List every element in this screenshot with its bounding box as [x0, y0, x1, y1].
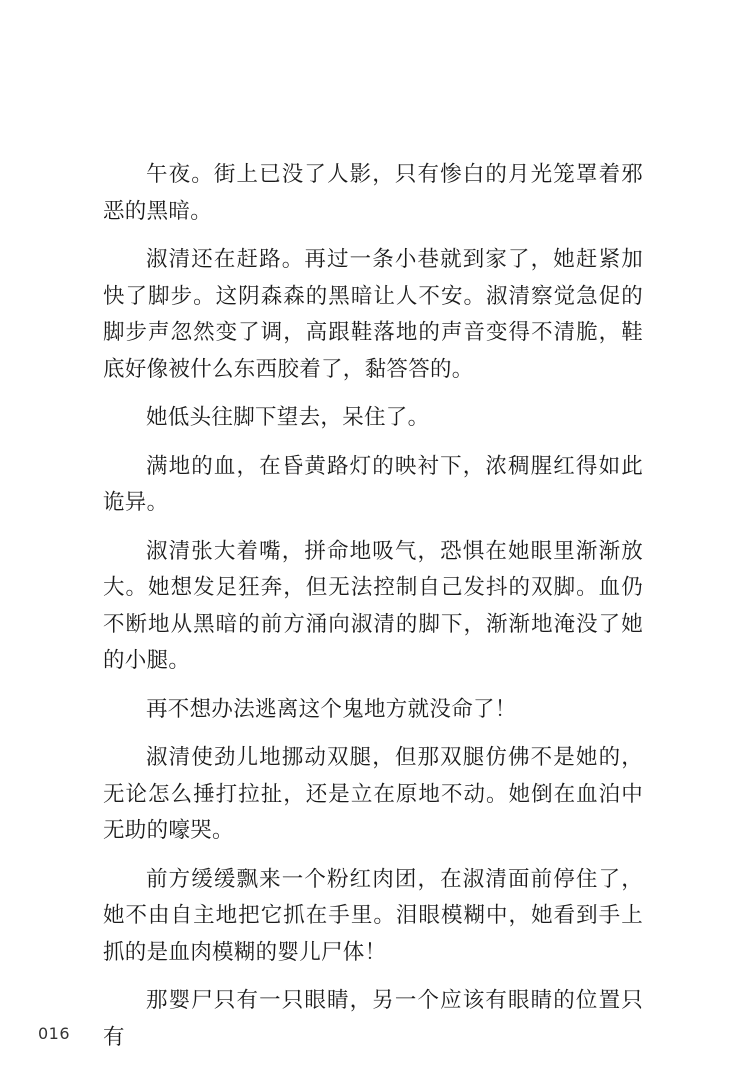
page-number: 016: [38, 1024, 71, 1043]
paragraph: 淑清使劲儿地挪动双腿，但那双腿仿佛不是她的，无论怎么捶打拉扯，还是立在原地不动。她倒在血泊中无助的嚎哭。: [103, 745, 643, 843]
paragraph: 淑清还在赶路。再过一条小巷就到家了，她赶紧加快了脚步。这阴森森的黑暗让人不安。淑清察觉急促的脚步声忽然变了调，高跟鞋落地的声音变得不清脆，鞋底好像被什么东西胶着了，黏答答的。: [103, 247, 643, 382]
paragraph: 淑清张大着嘴，拼命地吸气，恐惧在她眼里渐渐放大。她想发足狂奔，但无法控制自己发抖的双脚。血仍不断地从黑暗的前方涌向淑清的脚下，渐渐地淹没了她的小腿。: [103, 538, 643, 673]
paragraph: 那婴尸只有一只眼睛，另一个应该有眼睛的位置只有: [103, 988, 643, 1050]
paragraph: 再不想办法逃离这个鬼地方就没命了！: [146, 696, 517, 722]
paragraph: 前方缓缓飘来一个粉红肉团，在淑清面前停住了，她不由自主地把它抓在手里。泪眼模糊中，她看到手上抓的是血肉模糊的婴儿尸体！: [103, 866, 643, 965]
paragraph: 满地的血，在昏黄路灯的映衬下，浓稠腥红得如此诡异。: [103, 453, 643, 515]
paragraph: 午夜。街上已没了人影，只有惨白的月光笼罩着邪恶的黑暗。: [103, 162, 643, 224]
body-text: [103, 157, 643, 1068]
paragraph: 她低头往脚下望去，呆住了。: [146, 405, 430, 430]
